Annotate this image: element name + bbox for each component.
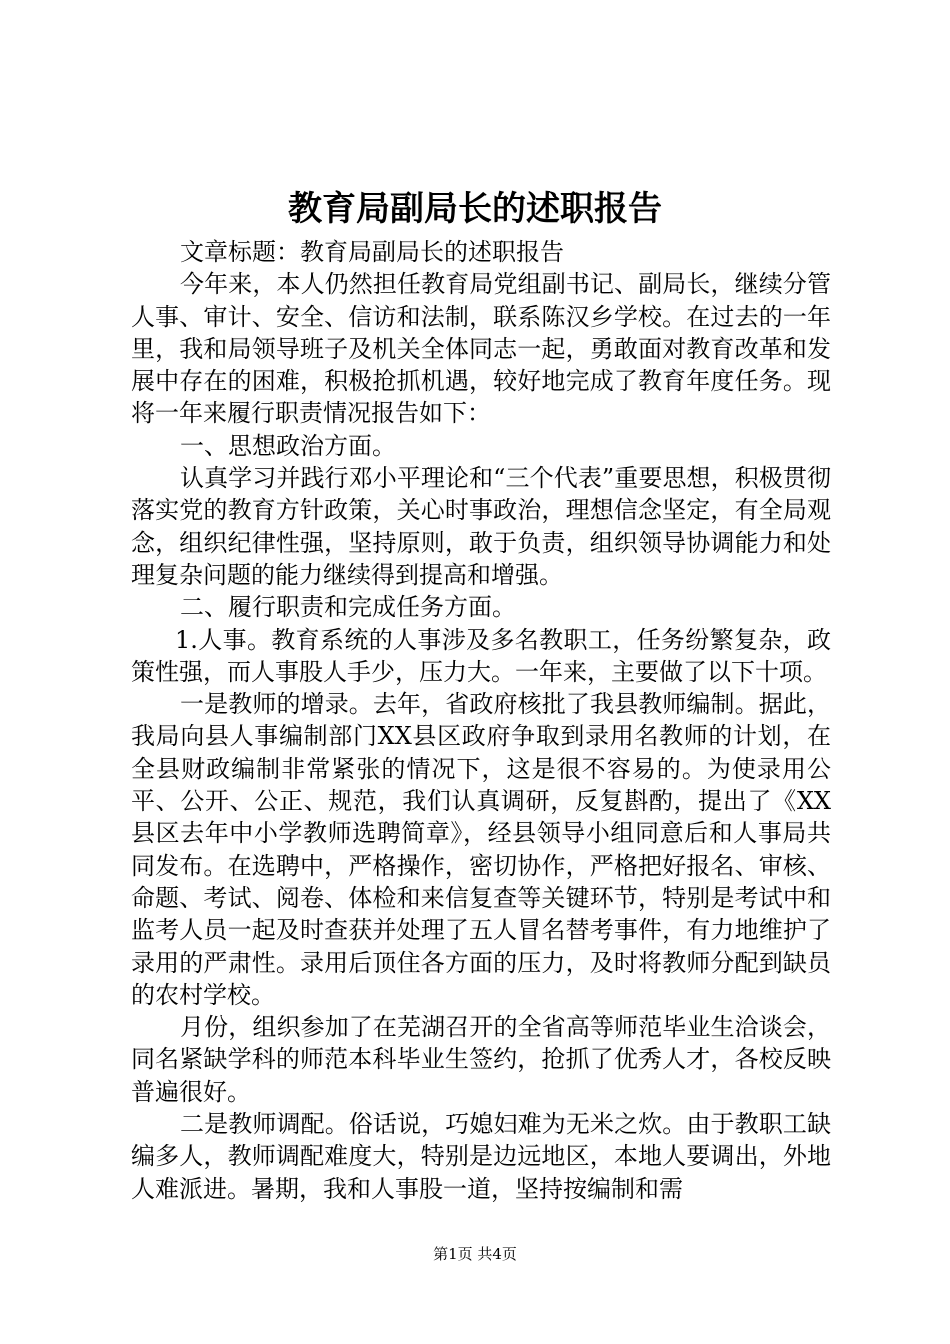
- section-heading-duties: 二、履行职责和完成任务方面。: [180, 593, 516, 622]
- page-footer: 第1页 共4页: [433, 1245, 517, 1263]
- paragraph-article-title: 文章标题：教育局副局长的述职报告: [180, 238, 564, 266]
- paragraph-personnel: 1.人事。教育系统的人事涉及多名教职工，任务纷繁复杂，政策性强，而人事股人手少，压力大。一年来，主要做了以下十项。: [131, 625, 831, 686]
- paragraph-intro: 今年来，本人仍然担任教育局党组副书记、副局长，继续分管人事、审计、安全、信访和法制，联系陈汉乡学校。在过去的一年里，我和局领导班子及机关全体同志一起，勇敢面对教育改革和发展中存在的困难，积极抢抓机遇，较好地完成了教育年度任务。现将一年来履行职责情况报告如下：: [131, 270, 831, 428]
- paragraph-graduate-fair: 月份，组织参加了在芜湖召开的全省高等师范毕业生洽谈会，同名紧缺学科的师范本科毕业生签约，抢抓了优秀人才，各校反映普遍很好。: [131, 1013, 831, 1106]
- paragraph-teacher-allocation: 二是教师调配。俗话说，巧媳妇难为无米之炊。由于教职工缺编多人，教师调配难度大，特别是边远地区，本地人要调出，外地人难派进。暑期，我和人事股一道，坚持按编制和需: [131, 1110, 831, 1203]
- document-body: [131, 236, 831, 1205]
- paragraph-teacher-recruitment: 一是教师的增录。去年，省政府核批了我县教师编制。据此，我局向县人事编制部门XX县区政府争取到录用名教师的计划，在全县财政编制非常紧张的情况下，这是很不容易的。为使录用公平、公开、公正、规范，我们认真调研，反复斟酌，提出了《XX县区去年中小学教师选聘简章》，经县领导小组同意后和人事局共同发布。在选聘中，严格操作，密切协作，严格把好报名、审核、命题、考试、阅卷、体检和来信复查等关键环节，特别是考试中和监考人员一起及时查获并处理了五人冒名替考事件，有力地维护了录用的严肃性。录用后顶住各方面的压力，及时将教师分配到缺员的农村学校。: [131, 690, 831, 1009]
- document-title: 教育局副局长的述职报告: [288, 189, 662, 229]
- paragraph-political: 认真学习并践行邓小平理论和“三个代表”重要思想，积极贯彻落实党的教育方针政策，关心时事政治，理想信念坚定，有全局观念，组织纪律性强，坚持原则，敢于负责，组织领导协调能力和处理复杂问题的能力继续得到提高和增强。: [131, 464, 831, 589]
- section-heading-political: 一、思想政治方面。: [180, 431, 396, 460]
